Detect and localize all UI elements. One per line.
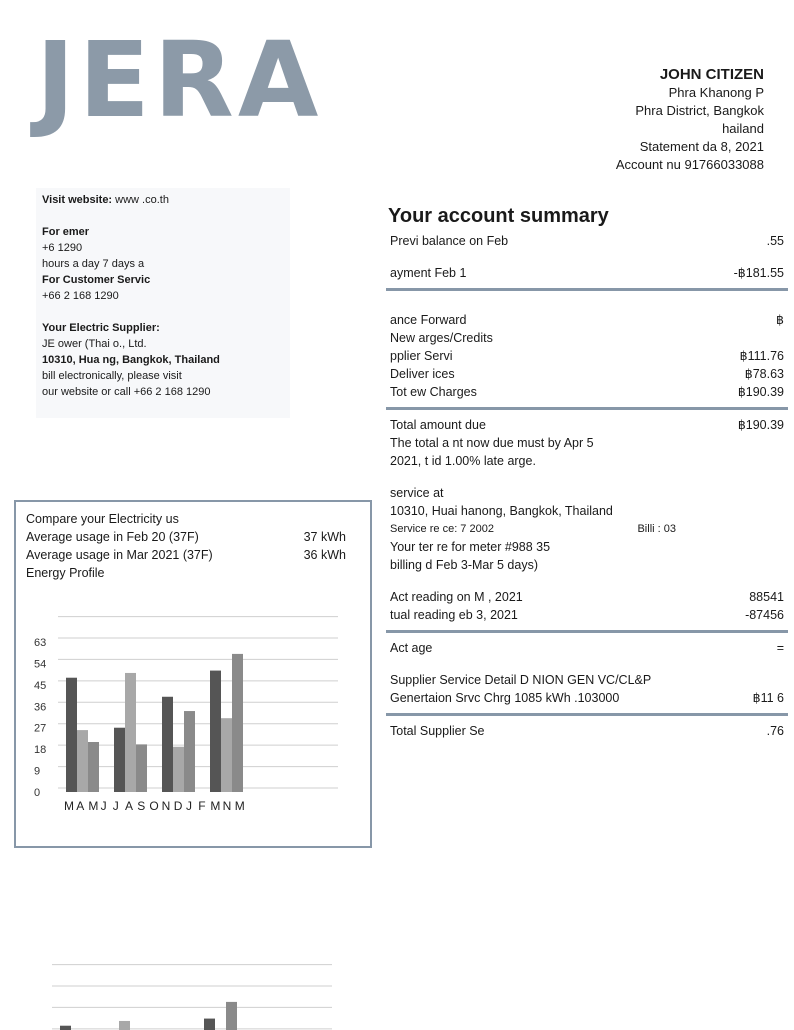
bar (77, 730, 88, 792)
bar (204, 1019, 215, 1030)
due-note-1: The total a nt now due must by Apr 5 (390, 436, 594, 450)
delivery-value: ฿78.63 (744, 367, 784, 381)
x-tick-label: M (234, 799, 245, 813)
y-tick-label: 63 (34, 637, 47, 649)
meter-line: Your ter re for meter #988 35 (390, 540, 551, 554)
customer-address-block (616, 66, 764, 174)
x-tick-label: A (125, 799, 134, 813)
bar (119, 1021, 130, 1030)
service-ref-row (386, 520, 788, 538)
x-tick-label: N (222, 799, 232, 813)
statement-date: Statement da 8, 2021 (639, 139, 764, 154)
website-label: Visit website: (42, 194, 113, 206)
bar (136, 744, 147, 792)
supplier-service-detail: Supplier Service Detail D NION GEN VC/CL&P (390, 673, 652, 687)
supplier-label: Your Electric Supplier: (42, 322, 160, 334)
divider (386, 630, 788, 633)
payment-row (386, 264, 788, 282)
actual-reading-label: Act reading on M , 2021 (390, 590, 523, 604)
mar-usage-label: Average usage in Mar 2021 (37F) (26, 548, 213, 562)
customer-service-label: For Customer Servic (42, 274, 151, 286)
divider (386, 713, 788, 716)
balance-forward-label: ance Forward (390, 313, 467, 327)
x-tick-label: M (210, 799, 221, 813)
mar-usage-value: 36 kWh (303, 548, 346, 562)
balance-forward-row (386, 311, 788, 329)
x-tick-label: M (64, 799, 74, 813)
account-number: Account nu 91766033088 (615, 157, 764, 172)
supplier-name: JE ower (Thai o., Ltd. (42, 338, 147, 350)
emergency-label: For emer (42, 226, 90, 238)
payment-label: ayment Feb 1 (390, 266, 467, 280)
energy-profile-label: Energy Profile (26, 566, 105, 580)
delivery-label: Deliver ices (390, 367, 455, 381)
divider (386, 288, 788, 291)
billing-cycle: Billi : 03 (637, 523, 676, 535)
x-tick-label: M (88, 799, 99, 813)
y-tick-label: 27 (34, 722, 47, 735)
balance-forward-value: ฿ (776, 313, 784, 327)
actual-usage-label: Act age (390, 641, 433, 655)
new-charges-row (386, 329, 788, 347)
emergency-phone[interactable]: +6 1290 (42, 242, 83, 254)
x-tick-label: N (161, 799, 171, 813)
y-tick-label: 54 (34, 658, 47, 671)
contact-info-panel (36, 188, 290, 418)
emergency-hours: hours a day 7 days a (42, 258, 145, 270)
supplier-address: 10310, Hua ng, Bangkok, Thailand (42, 354, 220, 366)
divider (386, 407, 788, 410)
generation-charge-value: ฿11 6 (752, 691, 784, 705)
x-tick-label: F (198, 799, 206, 813)
compare-title: Compare your Electricity us (26, 512, 179, 526)
x-tick-label: S (137, 799, 146, 813)
previous-balance-label: Previ balance on Feb (390, 234, 509, 248)
y-tick-label: 18 (34, 744, 47, 757)
total-new-charges-row (386, 383, 788, 401)
service-at-label: service at (390, 486, 444, 500)
ebill-line-1: bill electronically, please visit (42, 370, 182, 382)
bar (114, 728, 125, 792)
service-address: 10310, Huai hanong, Bangkok, Thailand (390, 504, 613, 518)
bar (232, 654, 243, 792)
website-link[interactable]: www .co.th (115, 194, 169, 206)
due-note-2: 2021, t id 1.00% late arge. (390, 454, 536, 468)
total-supplier-row (386, 722, 788, 740)
new-charges-label: New arges/Credits (390, 331, 493, 345)
actual-usage-value: = (776, 641, 784, 655)
customer-name: JOHN CITIZEN (659, 66, 764, 83)
x-tick-label: A (76, 799, 85, 813)
y-tick-label: 0 (34, 787, 41, 799)
feb-usage-row (26, 528, 346, 546)
total-due-value: ฿190.39 (737, 418, 784, 432)
delivery-row (386, 365, 788, 383)
summary-title: Your account summary (388, 205, 609, 227)
generation-charge-label: Genertaion Srvc Chrg 1085 kWh .103000 (390, 691, 620, 705)
jera-logo: JERA (36, 19, 323, 141)
bar (66, 678, 77, 792)
feb-usage-value: 37 kWh (303, 530, 346, 544)
address-line-1: Phra Khanong P (668, 85, 764, 100)
bar (184, 711, 195, 792)
x-tick-label: J (112, 799, 119, 813)
actual-reading-value: 88541 (749, 590, 784, 604)
bar (210, 671, 221, 792)
x-tick-label: D (173, 799, 183, 813)
total-supplier-value: .76 (766, 724, 784, 738)
bar (60, 1026, 71, 1030)
bar (173, 747, 184, 792)
bar (162, 697, 173, 792)
x-tick-label: J (100, 799, 107, 813)
actual-reading-row (386, 588, 788, 606)
previous-balance-value: .55 (766, 234, 784, 248)
previous-reading-label: tual reading eb 3, 2021 (390, 608, 518, 622)
previous-reading-value: -87456 (745, 608, 784, 622)
actual-usage-row (386, 639, 788, 657)
generation-charge-row (386, 689, 788, 707)
x-tick-label: J (186, 799, 192, 813)
total-new-charges-label: Tot ew Charges (390, 385, 477, 399)
bar (88, 742, 99, 792)
bar (125, 673, 136, 792)
service-reference: Service re ce: 7 2002 (390, 523, 494, 535)
address-line-3: hailand (722, 121, 764, 136)
address-line-2: Phra District, Bangkok (635, 103, 764, 118)
supplier-services-row (386, 347, 788, 365)
energy-profile-chart (24, 602, 354, 822)
usage-comparison-panel (14, 500, 372, 848)
total-due-row (386, 416, 788, 434)
y-tick-label: 9 (34, 765, 41, 778)
total-due-label: Total amount due (390, 418, 486, 432)
bar (221, 718, 232, 792)
feb-usage-label: Average usage in Feb 20 (37F) (26, 530, 199, 544)
billing-period: billing d Feb 3-Mar 5 days) (390, 558, 538, 572)
supplier-services-label: pplier Servi (390, 349, 453, 363)
bar (226, 1002, 237, 1030)
energy-profile-chart-repeat (36, 940, 346, 1030)
customer-service-phone[interactable]: +66 2 168 1290 (42, 290, 119, 302)
mar-usage-row (26, 546, 346, 564)
ebill-line-2: our website or call +66 2 168 1290 (42, 386, 211, 398)
previous-balance-row (386, 232, 788, 250)
x-tick-label: O (149, 799, 159, 813)
y-tick-label: 45 (34, 679, 47, 692)
account-summary (386, 205, 788, 740)
supplier-services-value: ฿111.76 (739, 349, 784, 363)
previous-reading-row (386, 606, 788, 624)
y-tick-label: 36 (34, 701, 47, 714)
total-new-charges-value: ฿190.39 (737, 385, 784, 399)
total-supplier-label: Total Supplier Se (390, 724, 485, 738)
payment-value: -฿181.55 (733, 266, 784, 280)
